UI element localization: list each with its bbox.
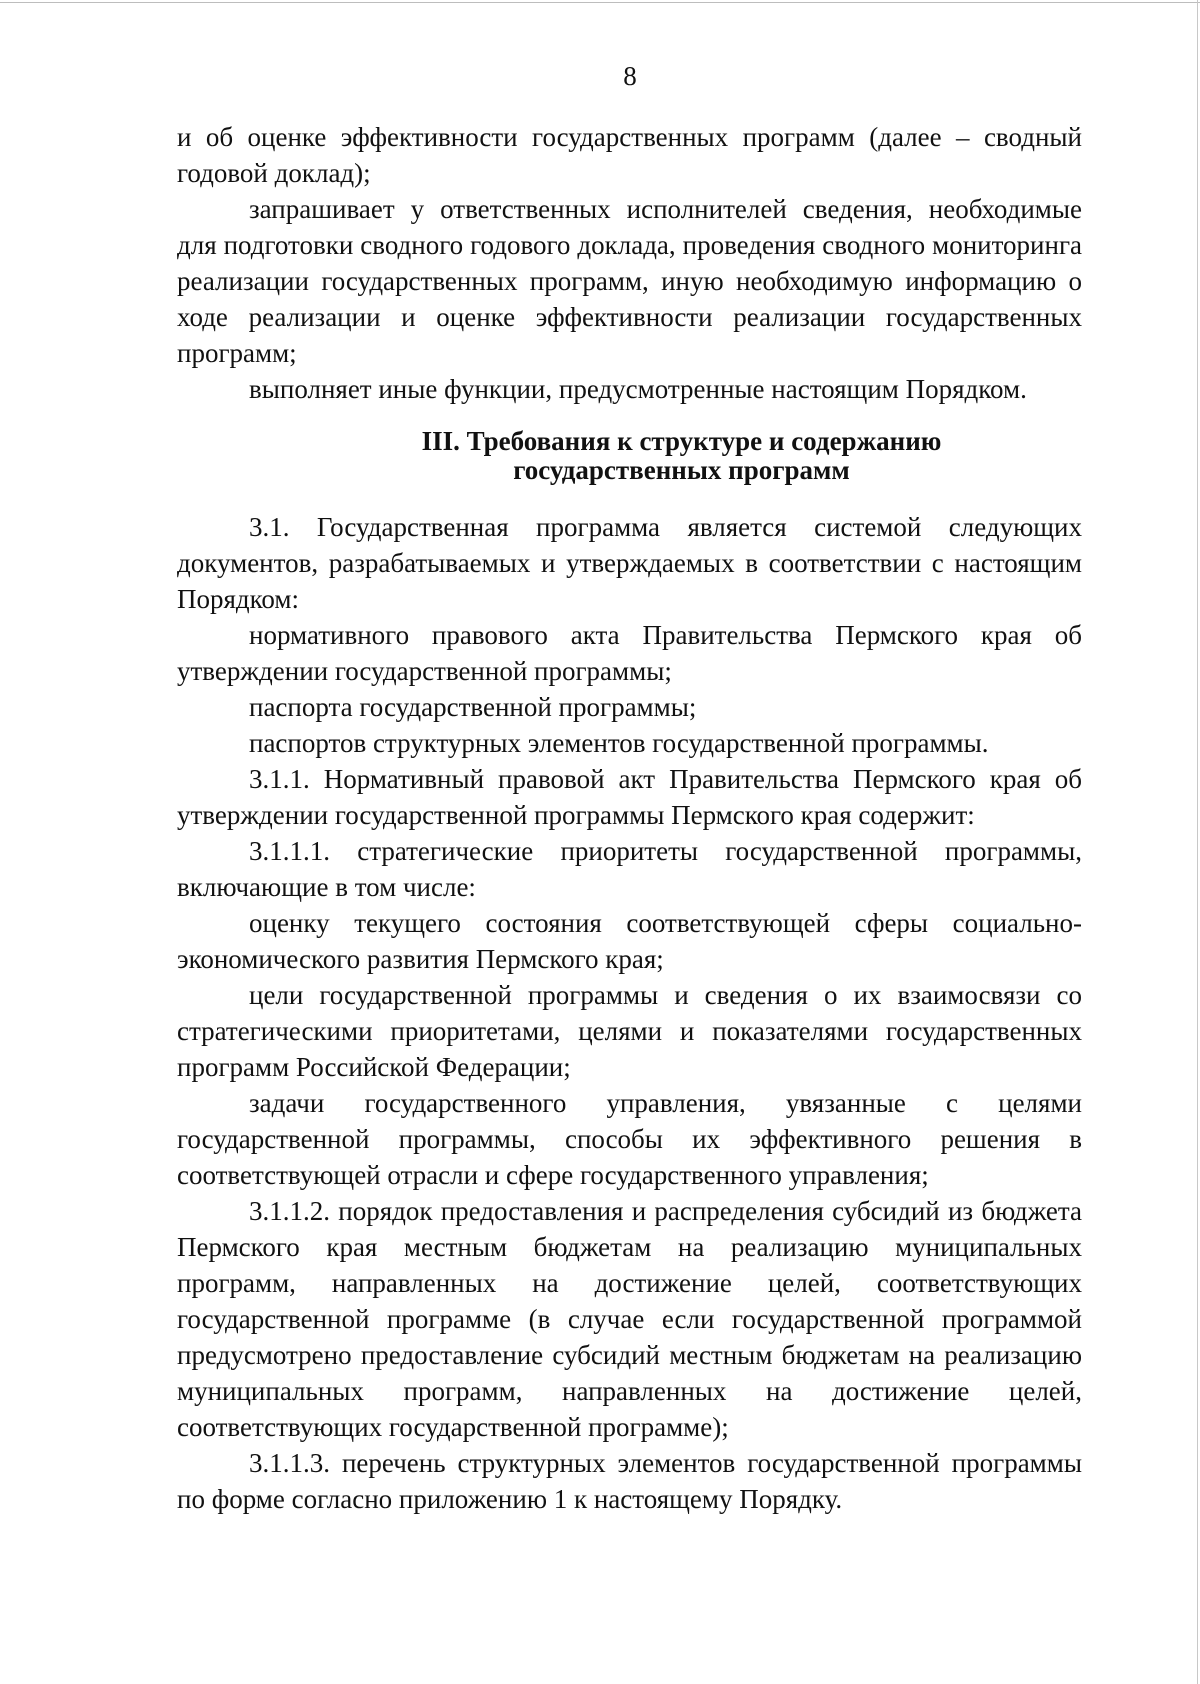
paragraph-assessment: оценку текущего состояния соответствующей сферы социально-экономического развития Пермского края; [177, 908, 1082, 974]
scan-top-edge [0, 2, 1200, 3]
paragraph-passport: паспорта государственной программы; [249, 692, 697, 722]
paragraph-goals: цели государственной программы и сведения о их взаимосвязи со стратегическими приоритетами, целями и показателями государственных программ Российской Федерации; [177, 980, 1082, 1082]
paragraph-3-1-1-3: 3.1.1.3. перечень структурных элементов государственной программы по форме согласно приложению 1 к настоящему Порядку. [177, 1448, 1082, 1514]
paragraph-passports-elements: паспортов структурных элементов государственной программы. [249, 728, 989, 758]
paragraph-3-1: 3.1. Государственная программа является системой следующих документов, разрабатываемых и утверждаемых в соответствии с настоящим Порядком: [177, 512, 1082, 614]
paragraph-3-1-1-2: 3.1.1.2. порядок предоставления и распределения субсидий из бюджета Пермского края местным бюджетам на реализацию муниципальных программ, направленных на достижение целей, соответствующих государственной программе (в случае если государственной программой предусмотрено предоставление субсидий местным бюджетам на реализацию муниципальных программ, направленных на достижение целей, соответствующих государственной программе); [177, 1196, 1082, 1442]
paragraph-normative-act: нормативного правового акта Правительства Пермского края об утверждении государственной программы; [177, 620, 1082, 686]
paragraph-3-1-1: 3.1.1. Нормативный правовой акт Правительства Пермского края об утверждении государственной программы Пермского края содержит: [177, 764, 1082, 830]
page-number: 8 [623, 61, 637, 91]
paragraph-other-functions: выполняет иные функции, предусмотренные настоящим Порядком. [249, 374, 1027, 404]
paragraph-request-info: запрашивает у ответственных исполнителей сведения, необходимые для подготовки сводного годового доклада, проведения сводного мониторинга реализации государственных программ, иную необходимую информацию о ходе реализации и оценке эффективности реализации государственных программ; [177, 194, 1082, 368]
paragraph-continuation: и об оценке эффективности государственных программ (далее – сводный годовой доклад); [177, 122, 1082, 188]
section-heading-line-1: III. Требования к структуре и содержанию [421, 426, 942, 456]
section-heading-line-2: государственных программ [513, 455, 850, 485]
section-heading [177, 427, 1082, 485]
scan-right-edge [1197, 0, 1198, 1684]
paragraph-3-1-1-1: 3.1.1.1. стратегические приоритеты государственной программы, включающие в том числе: [177, 836, 1082, 902]
paragraph-tasks: задачи государственного управления, увязанные с целями государственной программы, способы их эффективного решения в соответствующей отрасли и сфере государственного управления; [177, 1088, 1082, 1190]
document-body [177, 119, 1082, 1517]
